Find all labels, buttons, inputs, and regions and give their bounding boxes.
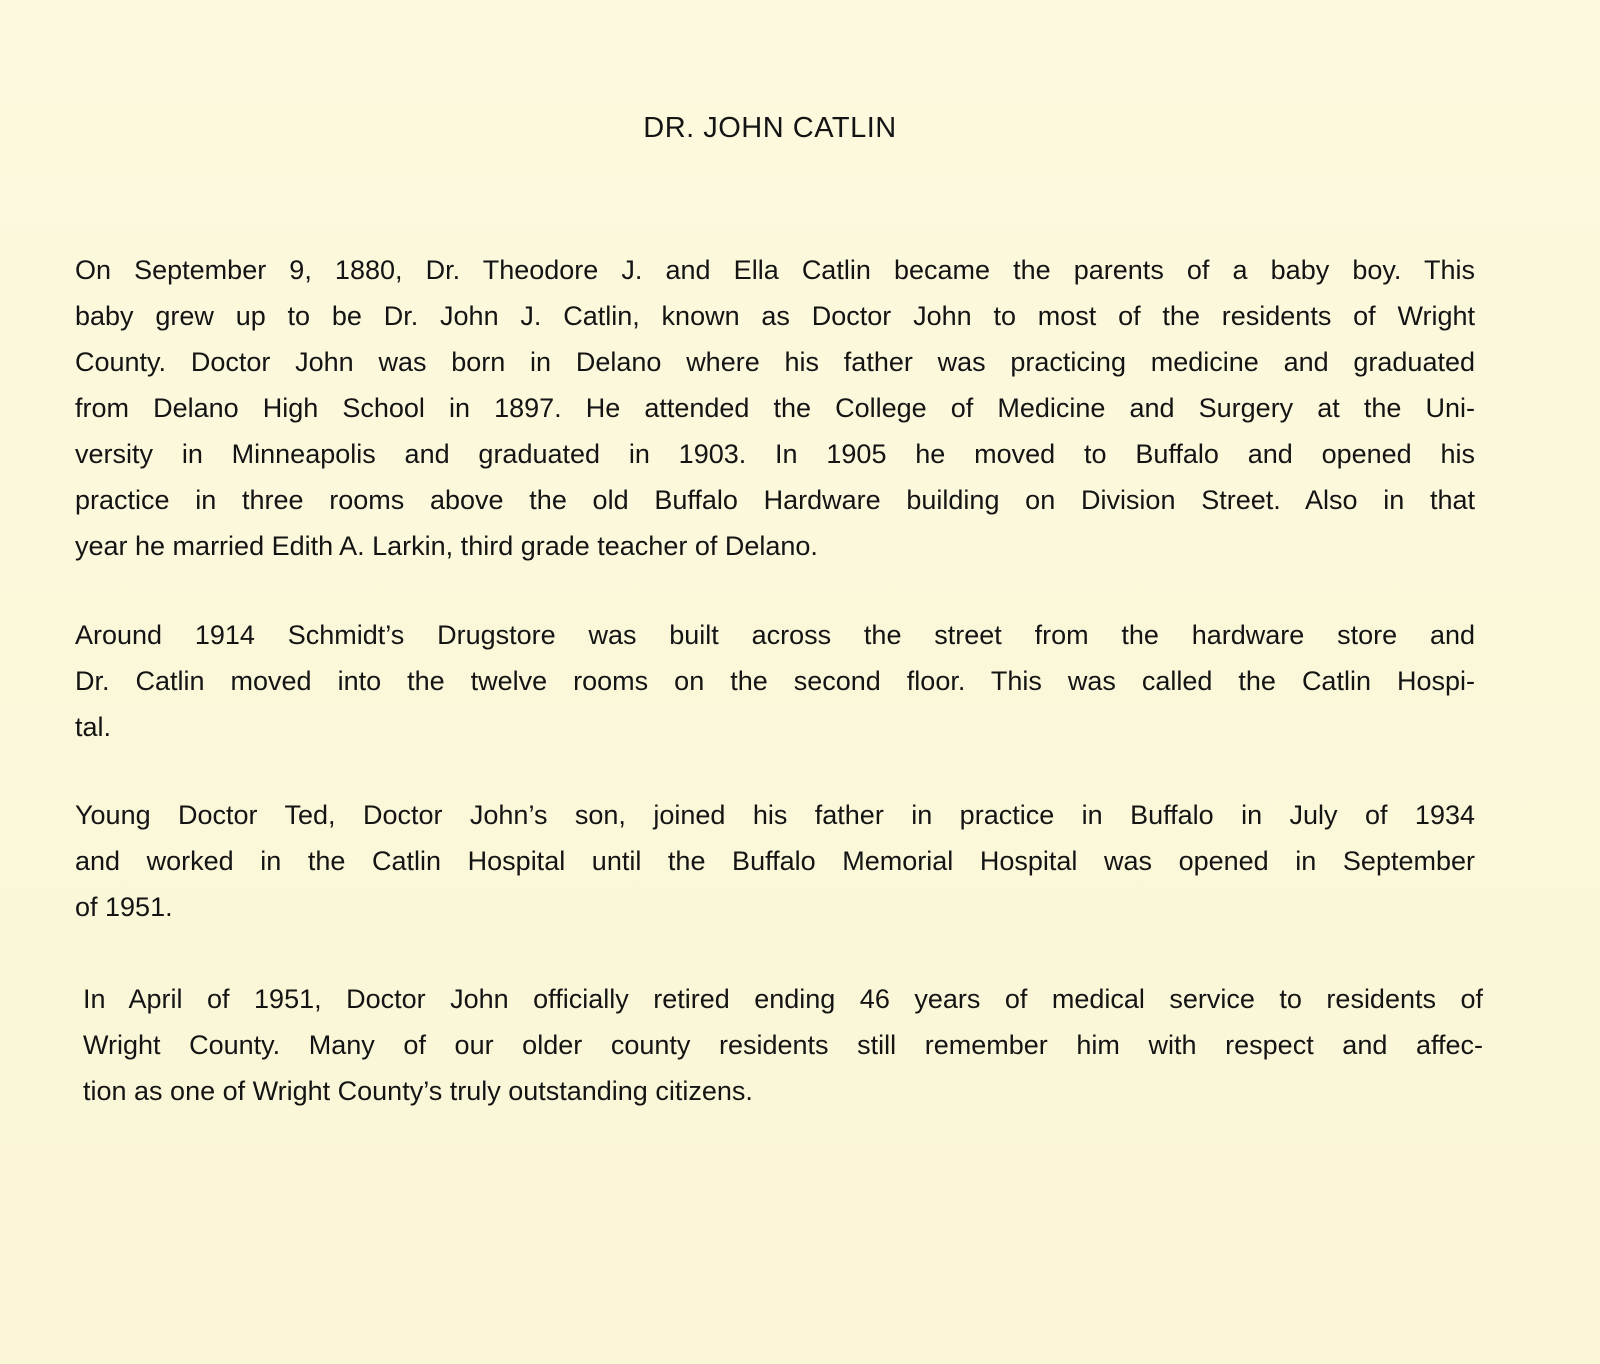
- paragraph-catlin-hospital: [75, 612, 1475, 750]
- text-line: baby grew up to be Dr. John J. Catlin, known as Doctor John to most of the residents of Wright: [75, 301, 1475, 331]
- page-title: DR. JOHN CATLIN: [643, 112, 897, 144]
- text-line: In April of 1951, Doctor John officially retired ending 46 years of medical service to residents of: [83, 984, 1483, 1014]
- text-line: versity in Minneapolis and graduated in 1903. In 1905 he moved to Buffalo and opened his: [75, 439, 1475, 469]
- text-line: from Delano High School in 1897. He attended the College of Medicine and Surgery at the Uni-: [75, 393, 1475, 423]
- text-line: Wright County. Many of our older county residents still remember him with respect and affec-: [83, 1030, 1483, 1060]
- text-line: and worked in the Catlin Hospital until the Buffalo Memorial Hospital was opened in September: [75, 846, 1475, 876]
- text-line: County. Doctor John was born in Delano where his father was practicing medicine and graduated: [75, 347, 1475, 377]
- text-line: year he married Edith A. Larkin, third grade teacher of Delano.: [75, 531, 818, 561]
- paragraph-doctor-ted: [75, 792, 1475, 930]
- text-line: Dr. Catlin moved into the twelve rooms on the second floor. This was called the Catlin Hospi-: [75, 666, 1475, 696]
- text-line: tion as one of Wright County’s truly outstanding citizens.: [83, 1076, 753, 1106]
- text-line: Young Doctor Ted, Doctor John’s son, joined his father in practice in Buffalo in July of 1934: [75, 800, 1475, 830]
- paragraph-birth-and-career: [75, 247, 1475, 569]
- text-line: On September 9, 1880, Dr. Theodore J. and Ella Catlin became the parents of a baby boy. This: [75, 255, 1475, 285]
- text-line: Around 1914 Schmidt’s Drugstore was built across the street from the hardware store and: [75, 620, 1475, 650]
- text-line: practice in three rooms above the old Buffalo Hardware building on Division Street. Also in that: [75, 485, 1475, 515]
- text-line: tal.: [75, 712, 112, 742]
- text-line: of 1951.: [75, 892, 173, 922]
- paragraph-retirement: [83, 976, 1483, 1114]
